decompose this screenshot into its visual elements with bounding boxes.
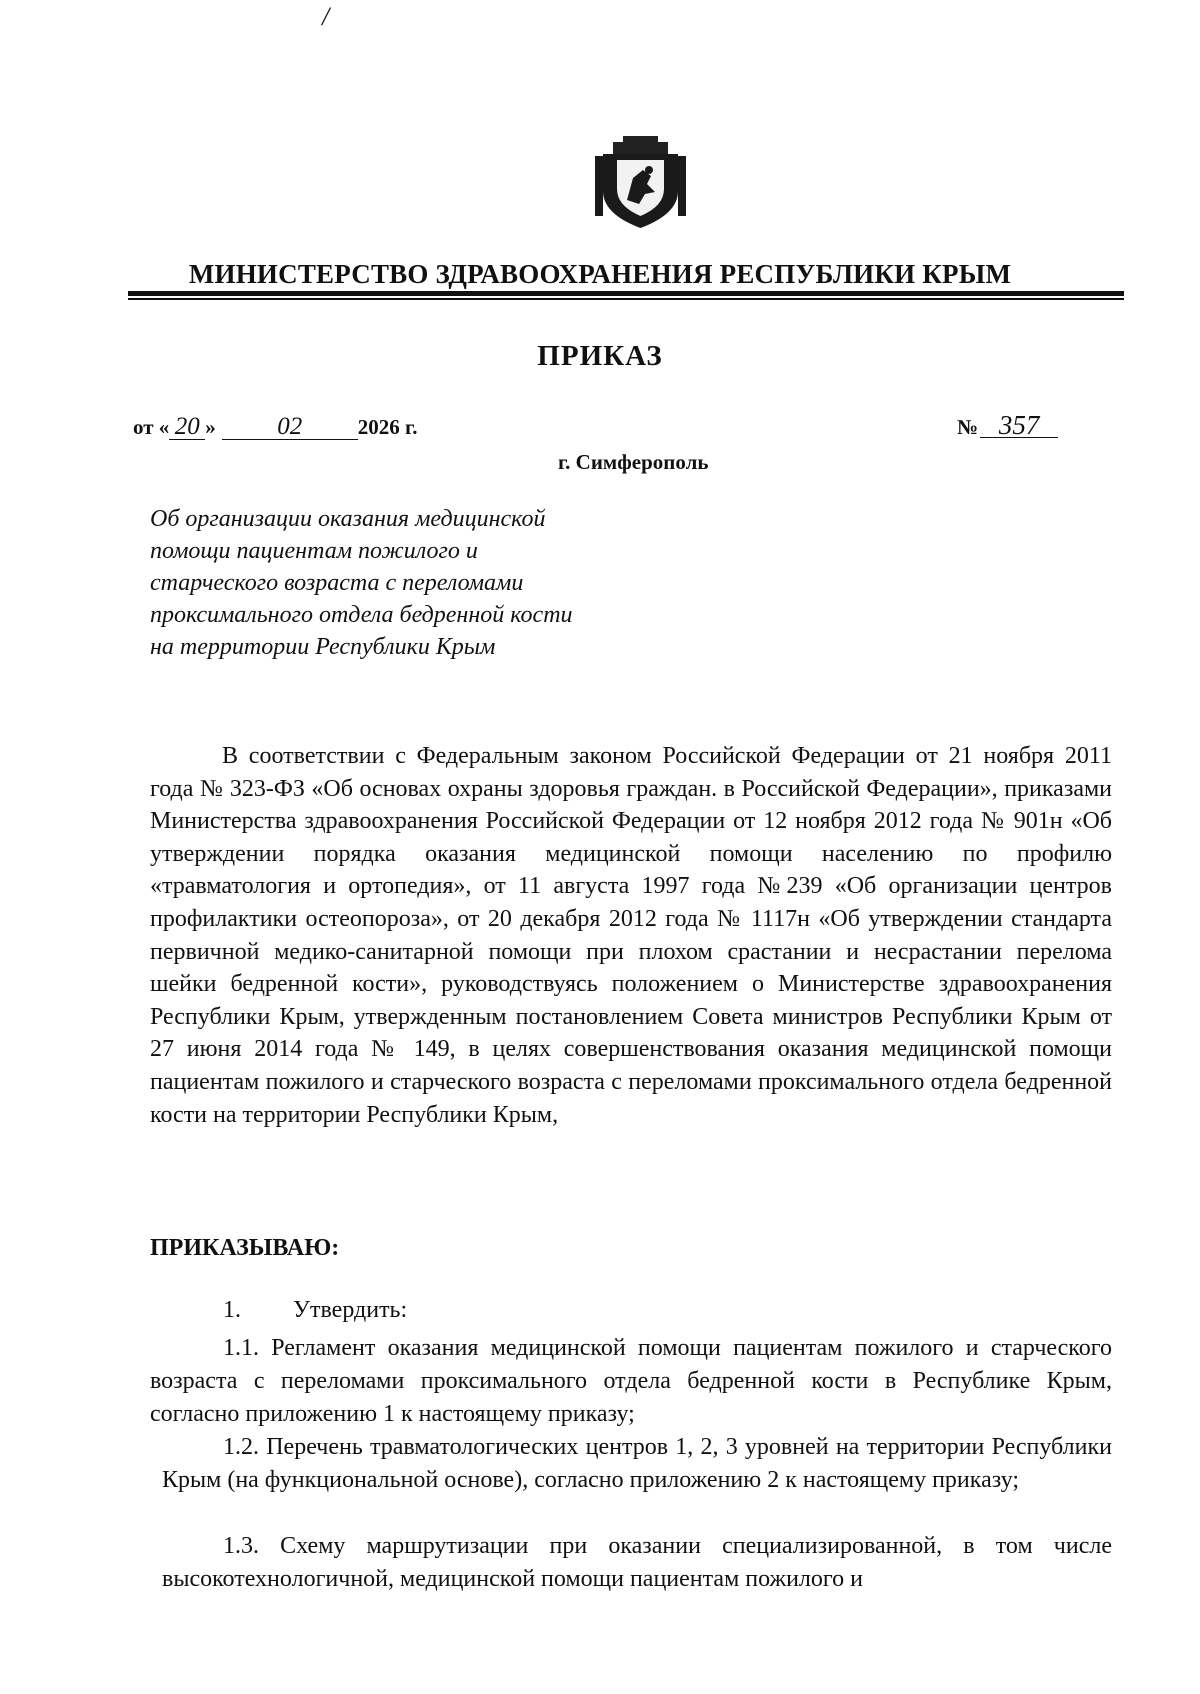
header-rule — [128, 291, 1124, 296]
header-rule-thin — [128, 298, 1124, 300]
order-subject — [150, 503, 670, 663]
city: г. Симферополь — [558, 450, 709, 474]
date-mid: » — [205, 415, 216, 439]
coat-of-arms-emblem — [593, 136, 688, 231]
item-1-number: 1. — [223, 1297, 241, 1323]
subject-line: помощи пациентам пожилого и — [150, 538, 478, 564]
subitem-1-1: 1.1. Регламент оказания медицинской помощи пациентам пожилого и старческого возраста с переломами проксимального отдела бедренной кости в Республике Крым, согласно приложению 1 к настоящему приказу; — [150, 1335, 1112, 1427]
date-day: 20 — [169, 415, 205, 440]
date-year: 2026 г. — [357, 415, 418, 439]
order-date — [133, 415, 417, 440]
item-1 — [223, 1297, 407, 1324]
number-value: 357 — [980, 413, 1058, 438]
date-prefix: от « — [133, 415, 170, 439]
date-month: 02 — [222, 415, 358, 440]
order-word: ПРИКАЗЫВАЮ: — [150, 1235, 340, 1261]
handwritten-mark: / — [322, 2, 330, 31]
preamble-paragraph: В соответствии с Федеральным законом Российской Федерации от 21 ноября 2011 года № 323-ФЗ «Об основах охраны здоровья граждан. в Российской Федерации», приказами Министерства здравоохранения Российской Федерации от 12 ноября 2012 года № 901н «Об утверждении порядка оказания медицинской помощи населению по профилю «травматология и ортопедия», от 11 августа 1997 года №239 «Об организации центров профилактики остеопороза», от 20 декабря 2012 года № 1117н «Об утверждении стандарта первичной медико-санитарной помощи при плохом срастании и несрастании перелома шейки бедренной кости», руководствуясь положением о Министерстве здравоохранения Республики Крым, утвержденным постановлением Совета министров Республики Крым от 27 июня 2014 года № 149, в целях совершенствования оказания медицинской помощи пациентам пожилого и старческого возраста с переломами проксимального отдела бедренной кости на территории Республики Крым, — [150, 743, 1112, 1128]
order-number — [957, 410, 1058, 440]
subitem-1-3: 1.3. Схему маршрутизации при оказании специализированной, в том числе высокотехнологичной, медицинской помощи пациентам пожилого и — [162, 1533, 1112, 1592]
number-label: № — [957, 415, 979, 439]
ministry-name: МИНИСТЕРСТВО ЗДРАВООХРАНЕНИЯ РЕСПУБЛИКИ КРЫМ — [188, 259, 1012, 289]
subject-line: на территории Республики Крым — [150, 634, 496, 660]
subject-line: старческого возраста с переломами — [150, 570, 524, 596]
item-1-text: Утвердить: — [293, 1297, 408, 1323]
subitem-1-2: 1.2. Перечень травматологических центров 1, 2, 3 уровней на территории Республики Крым (на функциональной основе), согласно приложению 2 к настоящему приказу; — [162, 1434, 1112, 1493]
subject-line: Об организации оказания медицинской — [150, 506, 546, 532]
document-type-title: ПРИКАЗ — [537, 340, 663, 372]
subject-line: проксимального отдела бедренной кости — [150, 602, 573, 628]
